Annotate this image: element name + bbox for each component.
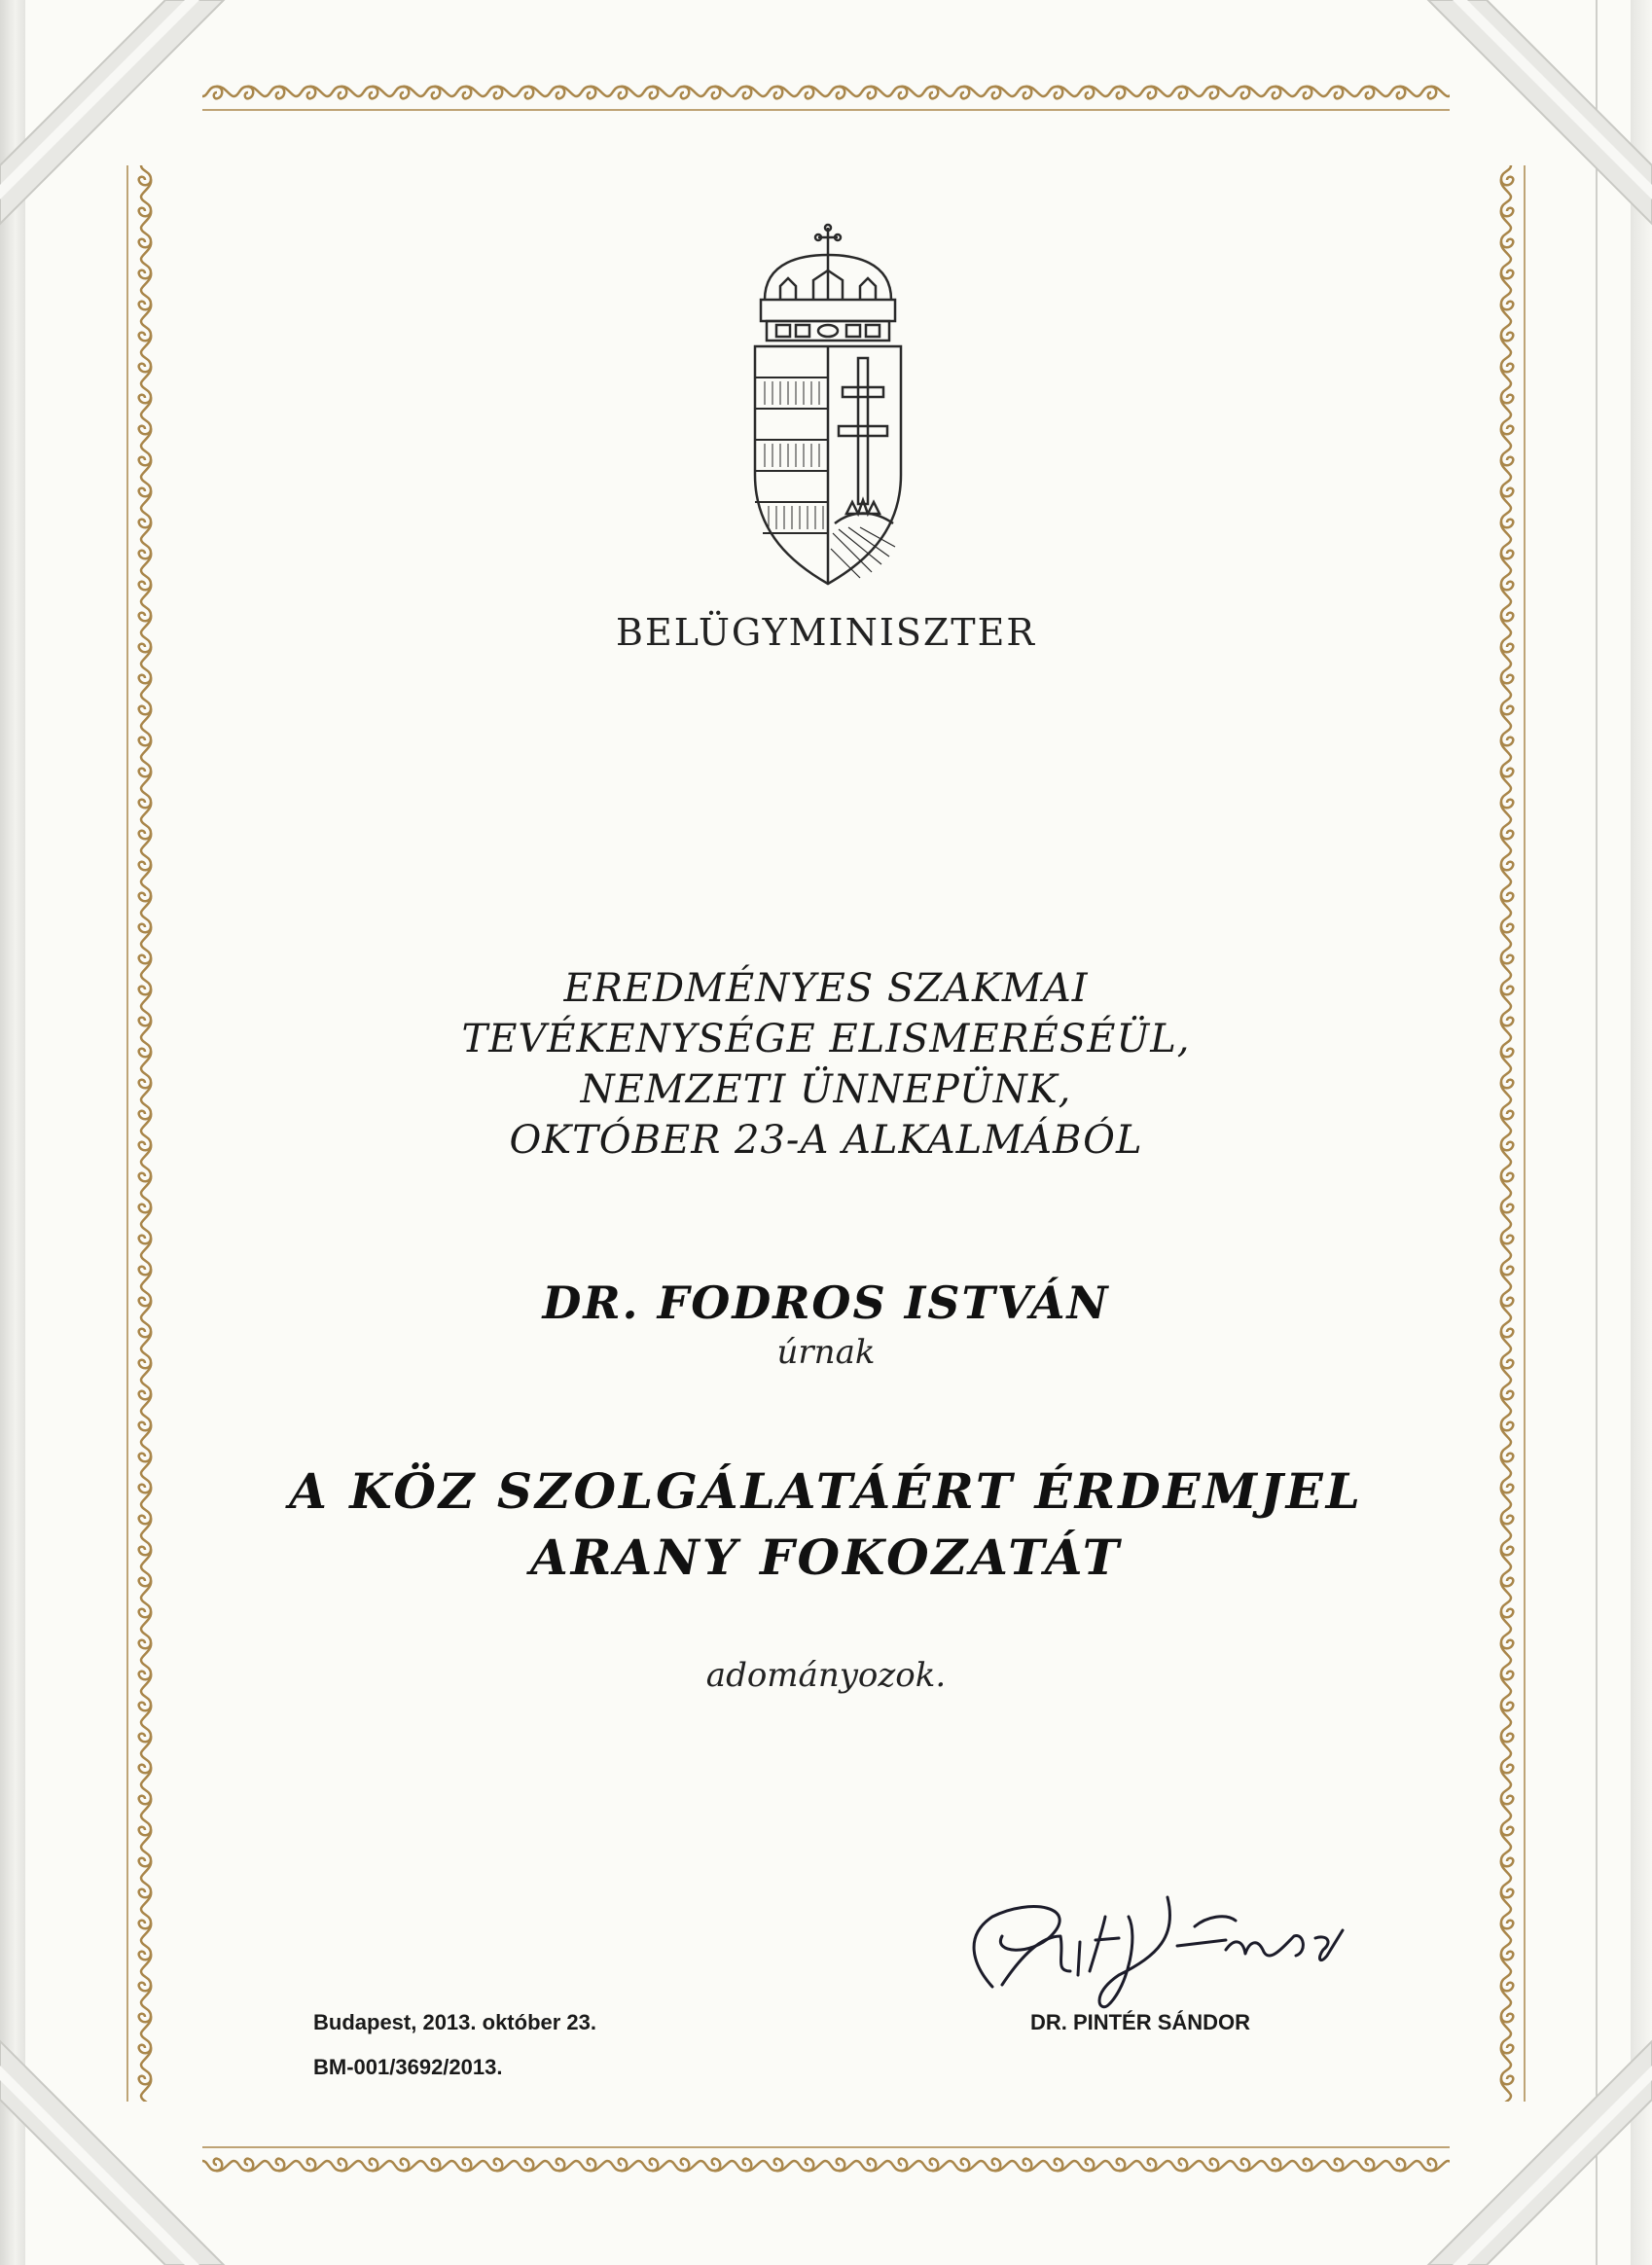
place-and-date: Budapest, 2013. október 23. xyxy=(313,2010,596,2034)
handwritten-signature xyxy=(934,1878,1382,2024)
award-name-line: ARANY FOKOZATÁT xyxy=(530,1528,1122,1586)
award-name-line: A KÖZ SZOLGÁLATÁÉRT ÉRDEMJEL xyxy=(289,1462,1363,1520)
citation-line: NEMZETI ÜNNEPÜNK, xyxy=(580,1067,1072,1112)
grant-verb: adományozok. xyxy=(705,1656,947,1695)
citation-line: OKTÓBER 23-A ALKALMÁBÓL xyxy=(509,1118,1143,1163)
recipient-name: DR. FODROS ISTVÁN xyxy=(542,1276,1110,1329)
ornamental-border-top xyxy=(202,80,1450,113)
citation-line: TEVÉKENYSÉGE ELISMERÉSÉÜL, xyxy=(461,1017,1191,1061)
signatory-name: DR. PINTÉR SÁNDOR xyxy=(1029,2010,1251,2034)
recipient-salutation: úrnak xyxy=(776,1333,876,1372)
corner-ribbon-bottom-left xyxy=(0,1973,292,2265)
ornamental-border-bottom xyxy=(202,2144,1450,2177)
citation-line: EREDMÉNYES SZAKMAI xyxy=(563,966,1089,1011)
reference-number: BM-001/3692/2013. xyxy=(313,2055,503,2079)
hungarian-coat-of-arms-icon xyxy=(745,222,911,592)
corner-ribbon-bottom-right xyxy=(1360,1973,1652,2265)
issuer-title: BELÜGYMINISZTER xyxy=(616,611,1036,654)
corner-ribbon-top-left xyxy=(0,0,292,292)
corner-ribbon-top-right xyxy=(1360,0,1652,292)
